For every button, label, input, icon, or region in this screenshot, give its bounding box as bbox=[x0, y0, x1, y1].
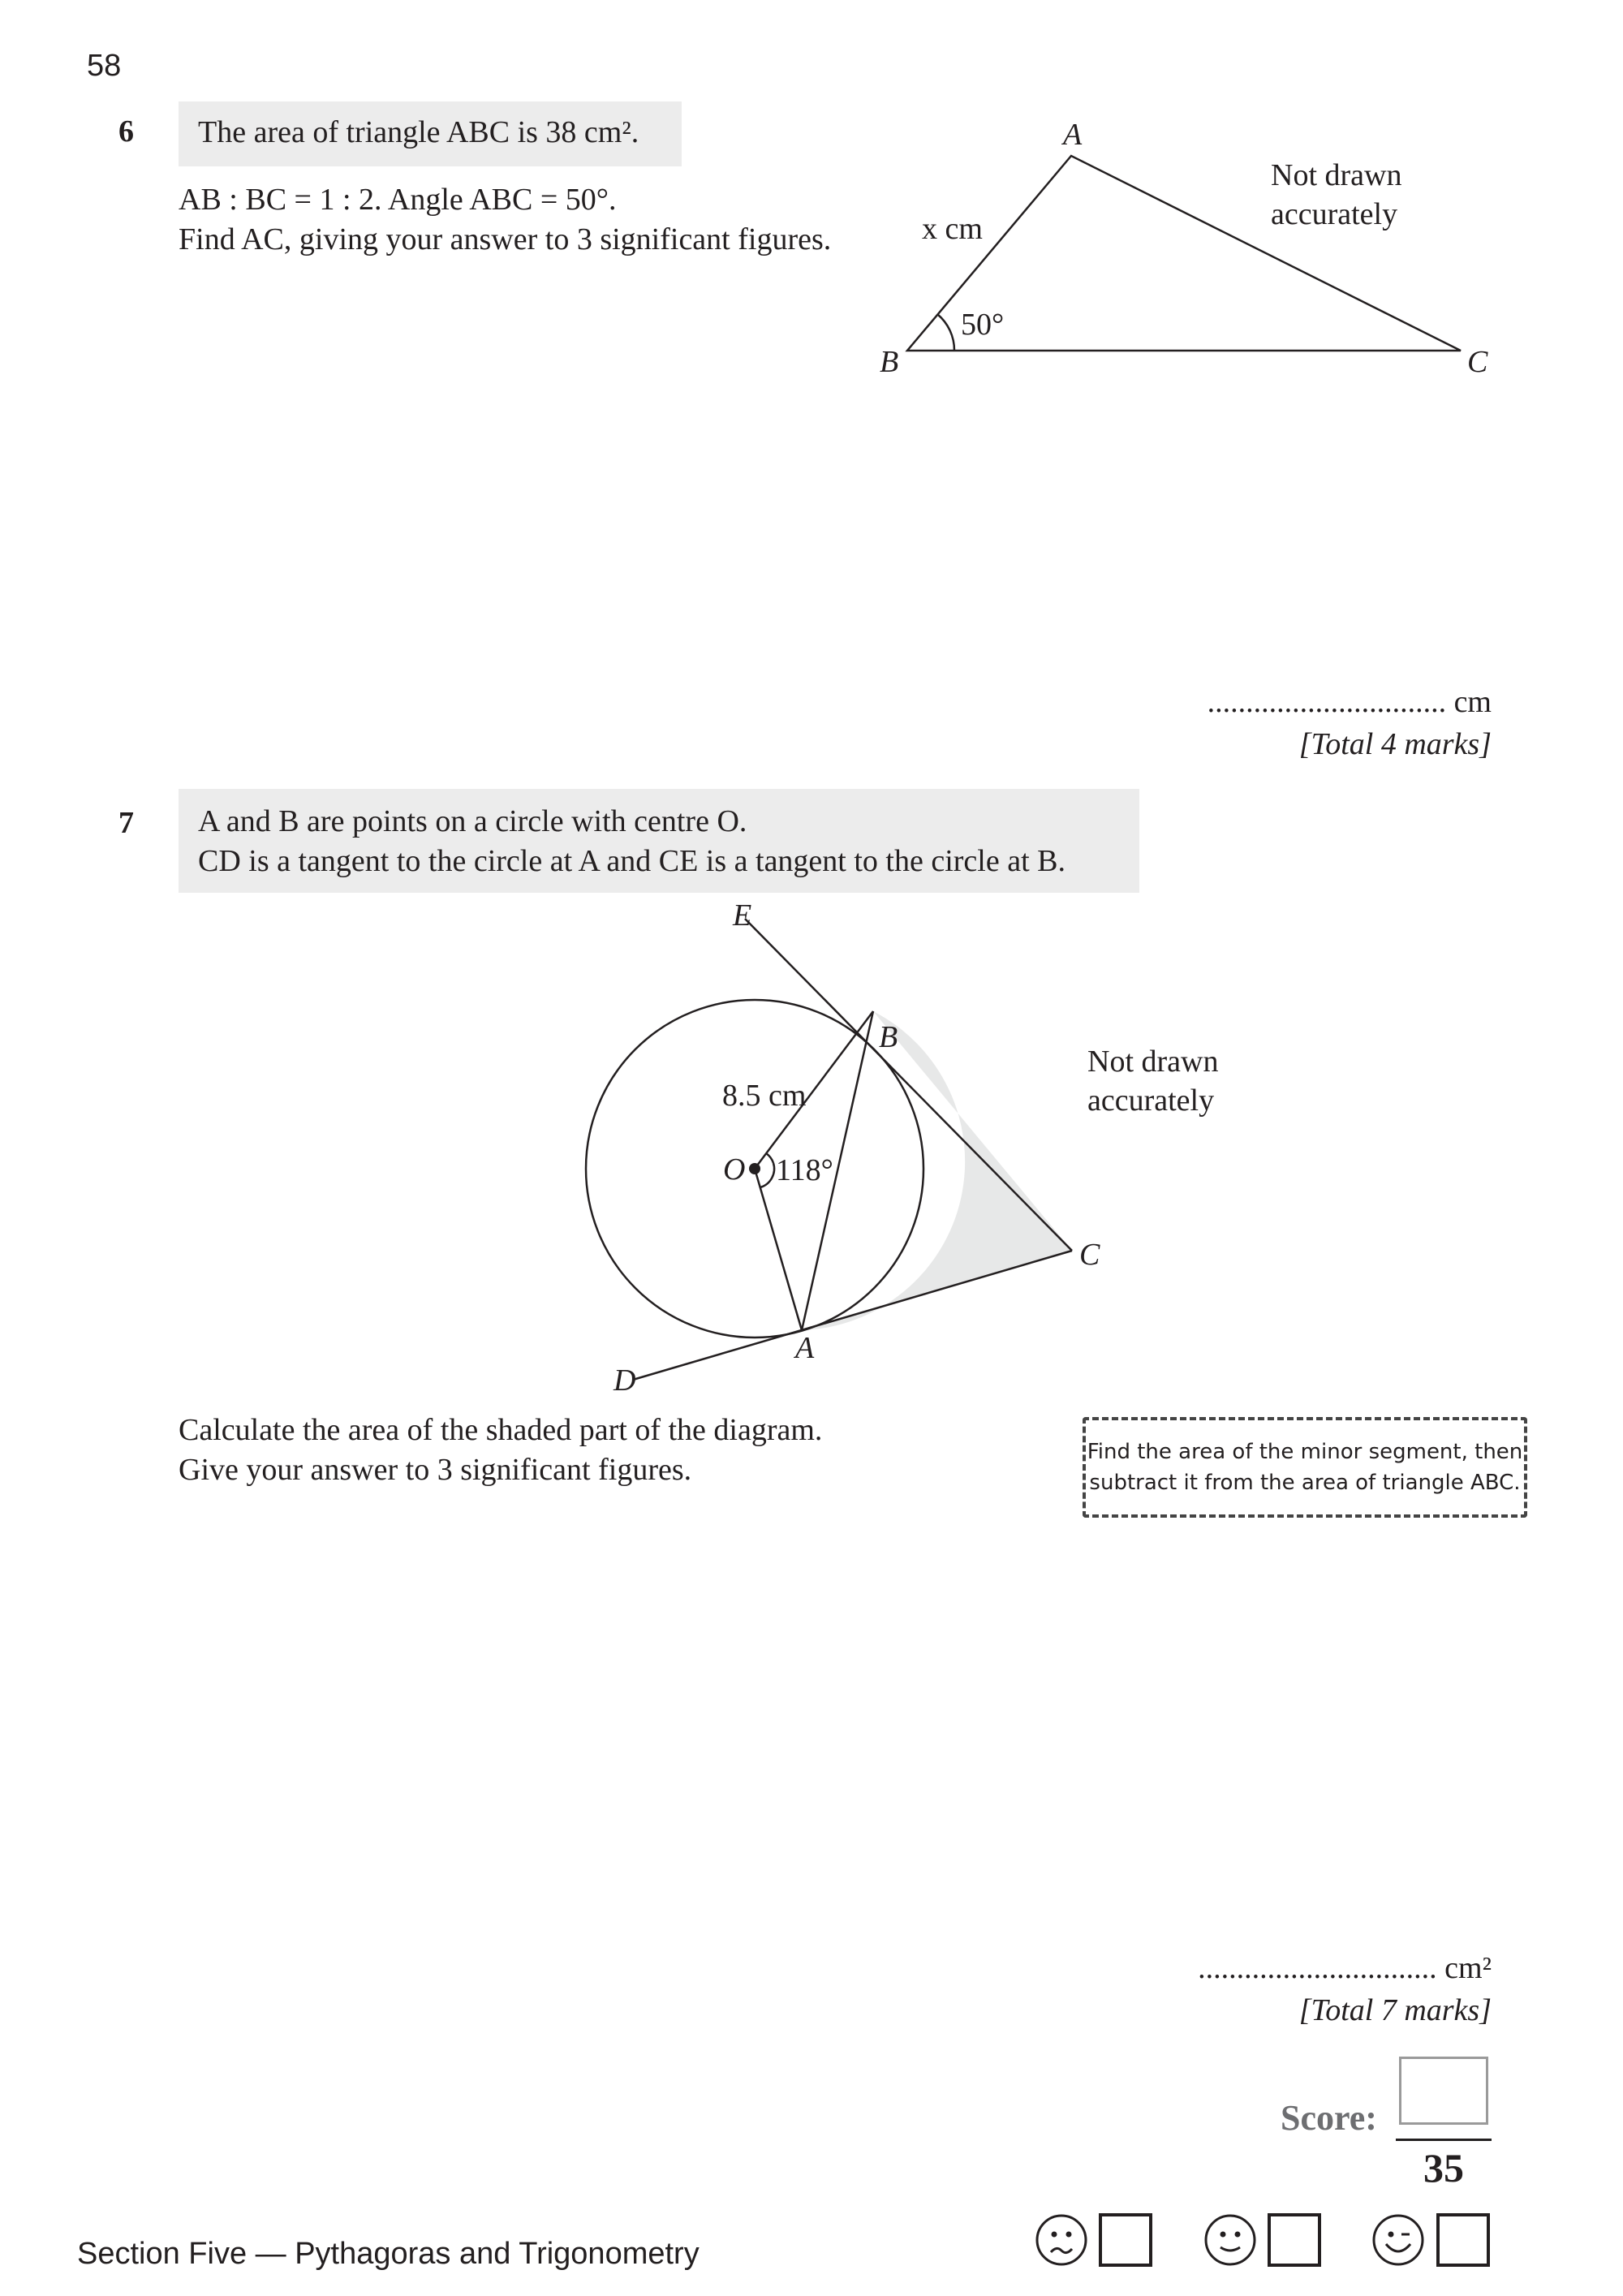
neutral-face-icon bbox=[1203, 2213, 1257, 2267]
radius-label: 8.5 cm bbox=[722, 1079, 807, 1113]
point-o-label: O bbox=[723, 1152, 746, 1187]
point-c-label: C bbox=[1079, 1238, 1100, 1272]
question-6-task: Find AC, giving your answer to 3 significant figures. bbox=[179, 222, 832, 256]
sad-face-tick-box[interactable] bbox=[1099, 2213, 1152, 2267]
q7-not-drawn-note-line2: accurately bbox=[1087, 1083, 1215, 1118]
q6-answer-line[interactable] bbox=[1055, 684, 1492, 720]
question-7-line1: A and B are points on a circle with centre O. bbox=[198, 804, 747, 838]
question-7-number: 7 bbox=[118, 806, 134, 840]
q6-not-drawn-note-line2: accurately bbox=[1271, 197, 1398, 231]
q6-answer-dots: ............................... bbox=[1207, 685, 1447, 719]
q6-not-drawn-note-line1: Not drawn bbox=[1271, 158, 1402, 192]
question-6-statement-text: The area of triangle ABC is 38 cm². bbox=[198, 115, 639, 149]
side-ab-label: x cm bbox=[922, 212, 983, 246]
hint-box bbox=[1083, 1417, 1527, 1518]
sad-face-icon bbox=[1035, 2213, 1088, 2267]
angle-o-arc-top bbox=[766, 1153, 773, 1163]
angle-b-label: 50° bbox=[961, 308, 1005, 342]
happy-face-tick-box[interactable] bbox=[1436, 2213, 1490, 2267]
q7-answer-unit: cm² bbox=[1444, 1951, 1492, 1985]
radius-oa bbox=[755, 1169, 802, 1330]
angle-o-label: 118° bbox=[776, 1153, 833, 1187]
hint-line2: subtract it from the area of triangle ABC. bbox=[1089, 1471, 1521, 1495]
point-d-label: D bbox=[613, 1363, 636, 1398]
question-6-number: 6 bbox=[118, 114, 134, 149]
neutral-face-tick-box[interactable] bbox=[1268, 2213, 1321, 2267]
angle-o-arc bbox=[760, 1163, 774, 1187]
q6-total-marks: [Total 4 marks] bbox=[1298, 727, 1492, 761]
question-7-line2: CD is a tangent to the circle at A and CE is a tangent to the circle at B. bbox=[198, 844, 1065, 878]
vertex-a-label: A bbox=[1063, 118, 1083, 152]
q7-total-marks: [Total 7 marks] bbox=[1298, 1993, 1492, 2027]
score-input-box[interactable] bbox=[1399, 2057, 1488, 2125]
q7-not-drawn-note-line1: Not drawn bbox=[1087, 1045, 1219, 1079]
score-total: 35 bbox=[1423, 2145, 1464, 2190]
q7-answer-dots: ............................... bbox=[1198, 1951, 1437, 1985]
footer-section-title: Section Five — Pythagoras and Trigonometry bbox=[77, 2237, 700, 2271]
point-a-label: A bbox=[795, 1331, 815, 1365]
point-e-label: E bbox=[733, 901, 752, 933]
tangent-cd bbox=[633, 1251, 1072, 1380]
question-7-task-line1: Calculate the area of the shaded part of the diagram. bbox=[179, 1413, 823, 1447]
shaded-region bbox=[802, 1011, 1072, 1330]
vertex-c-label: C bbox=[1467, 345, 1488, 379]
vertex-b-label: B bbox=[880, 345, 899, 379]
q7-answer-line[interactable] bbox=[1055, 1950, 1492, 1986]
triangle-abc-diagram bbox=[812, 106, 1542, 390]
question-7-statement bbox=[179, 789, 1139, 893]
q6-answer-unit: cm bbox=[1453, 685, 1492, 719]
angle-b-arc bbox=[937, 314, 954, 351]
page-number: 58 bbox=[87, 49, 122, 83]
happy-face-icon bbox=[1371, 2213, 1425, 2267]
question-6-ratio: AB : BC = 1 : 2. Angle ABC = 50°. bbox=[179, 183, 617, 217]
question-7-task-line2: Give your answer to 3 significant figures. bbox=[179, 1453, 692, 1487]
point-b-label: B bbox=[879, 1020, 898, 1054]
centre-o-point bbox=[749, 1163, 760, 1174]
question-6-statement bbox=[179, 101, 682, 166]
hint-line1: Find the area of the minor segment, then bbox=[1087, 1440, 1523, 1464]
score-divider bbox=[1396, 2139, 1492, 2141]
circle-tangent-diagram bbox=[568, 901, 1298, 1412]
score-label: Score: bbox=[1281, 2098, 1377, 2138]
